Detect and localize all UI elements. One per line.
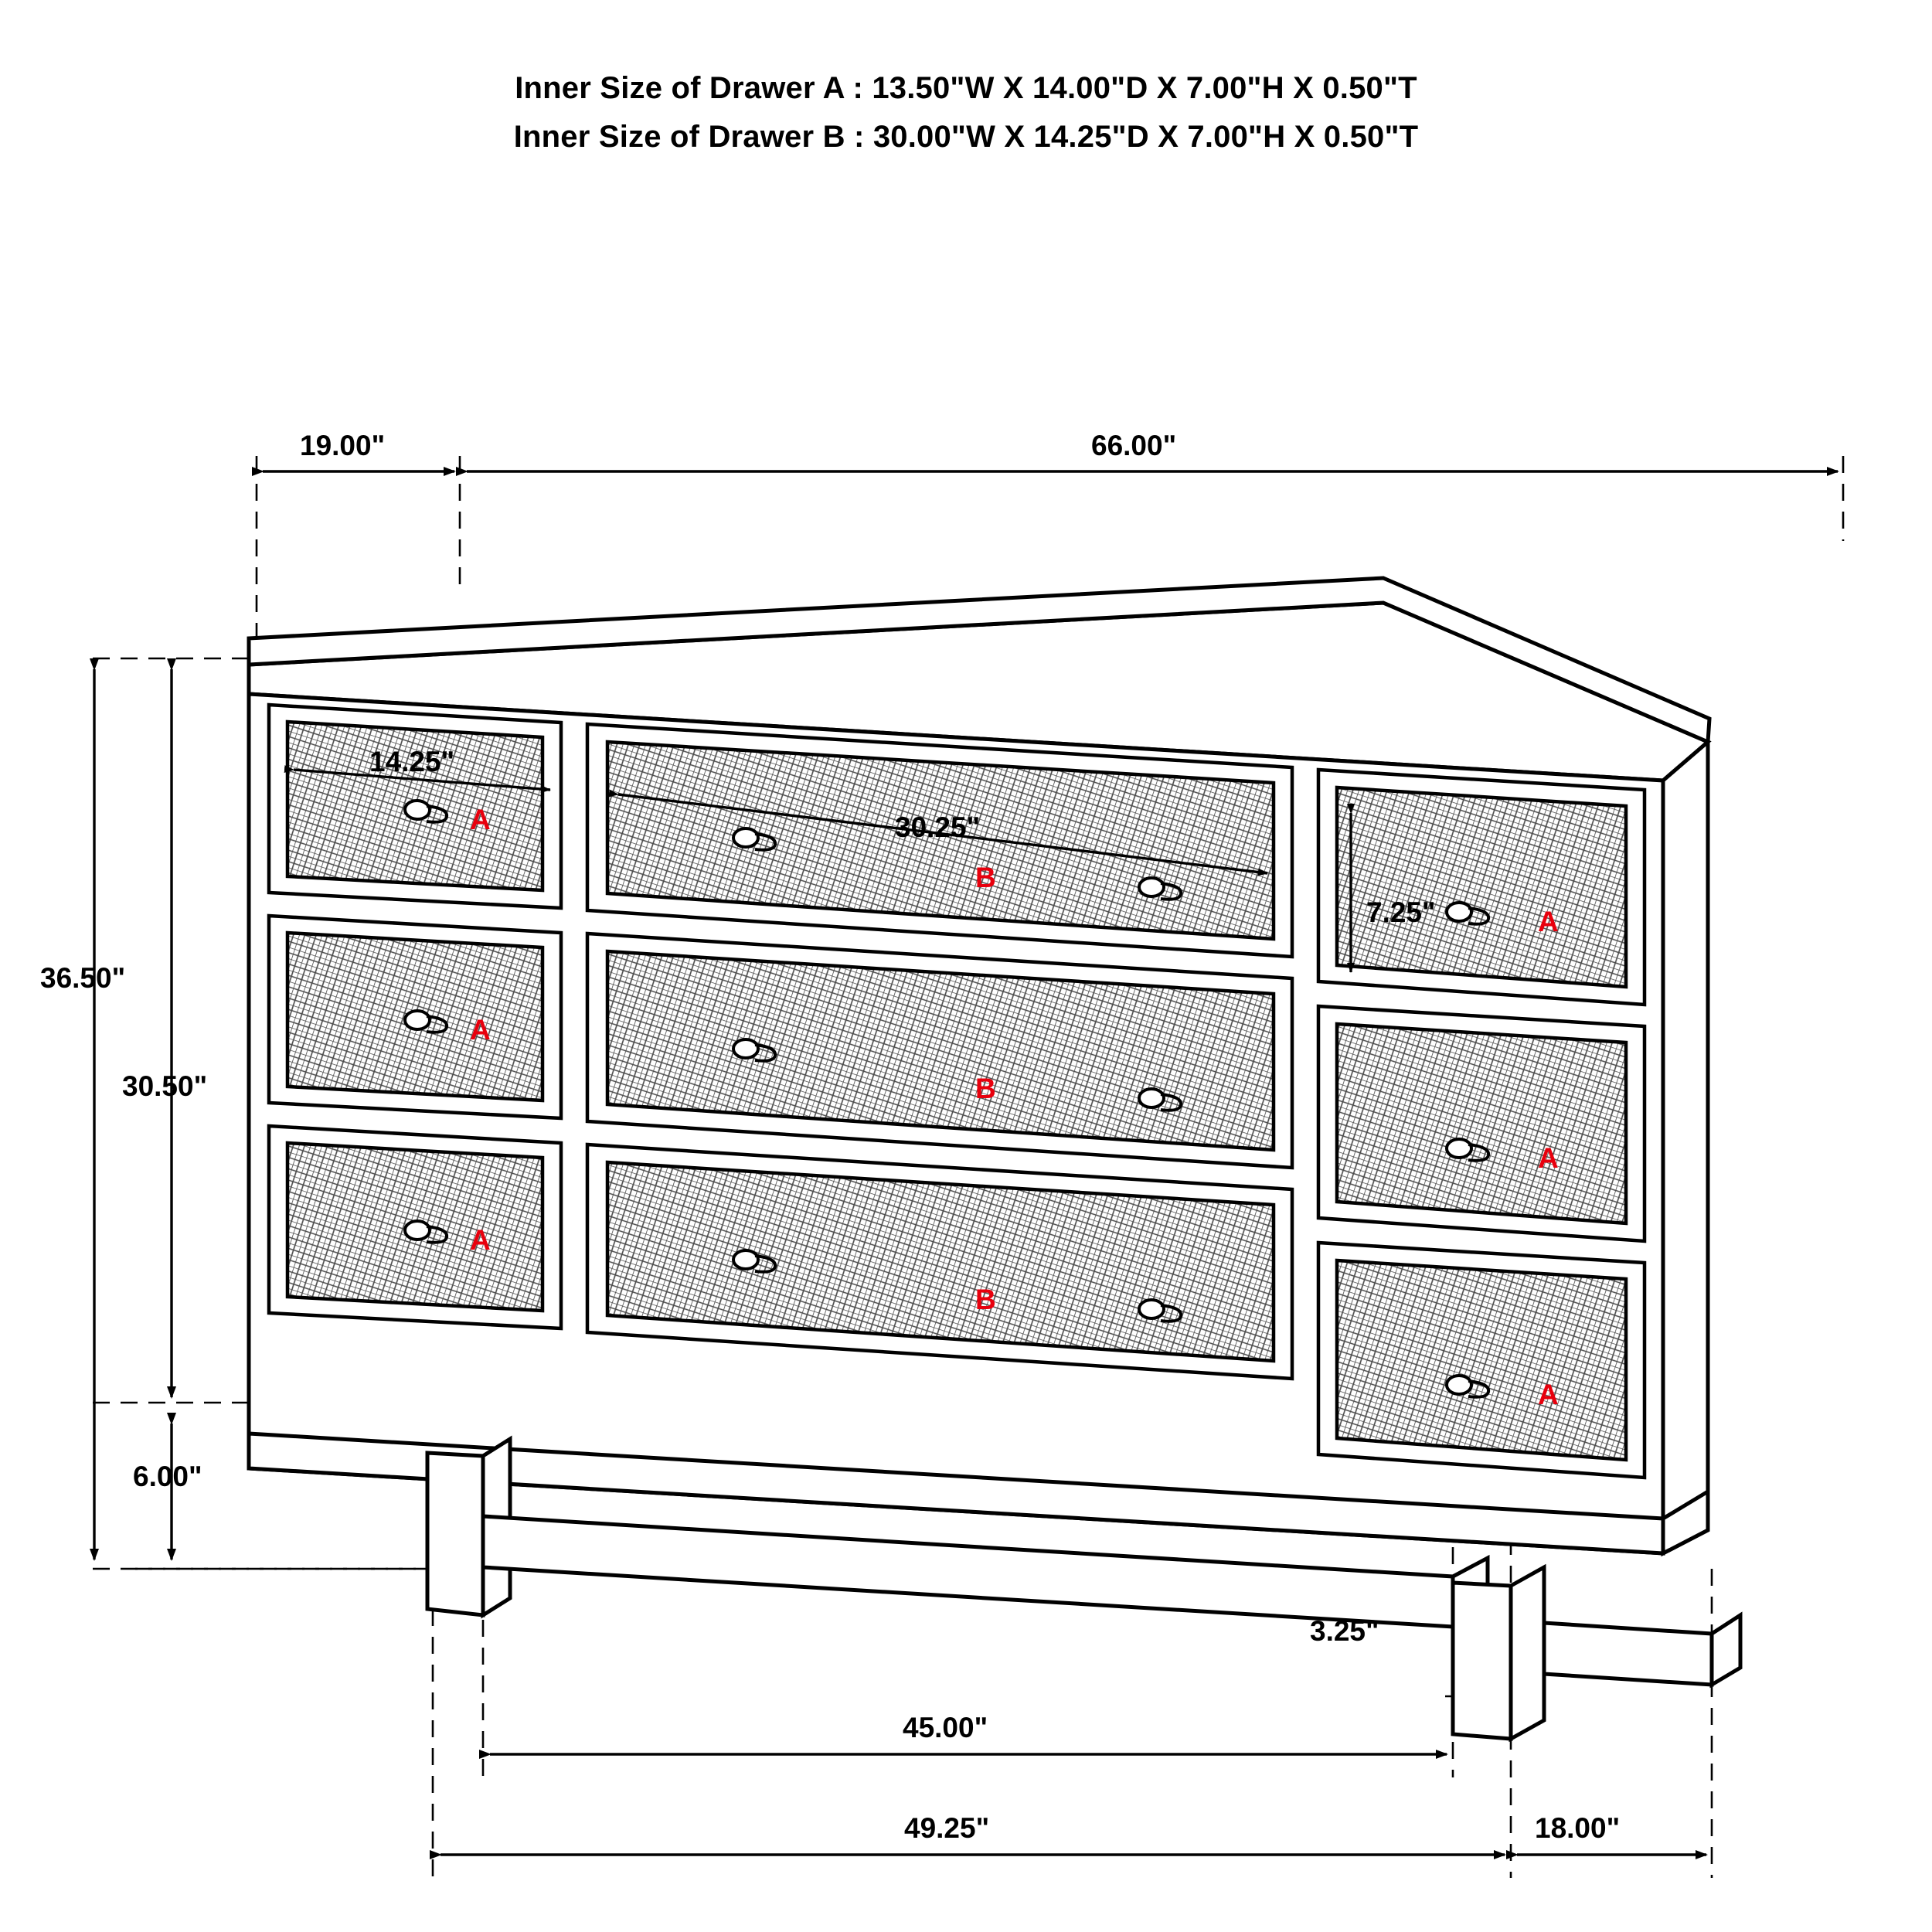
drawer-label-a-left-3: A [470,1224,491,1256]
dim-drawer-b-width: 30.25" [895,811,981,843]
drawer-label-b-center-2: B [975,1073,996,1104]
dim-base-outer: 49.25" [904,1812,990,1844]
drawer-a-inner-size-note: Inner Size of Drawer A : 13.50"W X 14.00"D X 7.00"H X 0.50"T [515,71,1417,105]
dim-base-right: 18.00" [1535,1812,1621,1844]
drawer-b-inner-size-note: Inner Size of Drawer B : 30.00"W X 14.25"D X 7.00"H X 0.50"T [513,120,1419,154]
left-dimension-arrows [94,669,172,1560]
drawer-label-a-right-3: A [1538,1379,1559,1410]
drawer-label-a-left-2: A [470,1014,491,1046]
drawer-label-a-right-2: A [1538,1142,1559,1174]
dim-total-height: 36.50" [40,962,126,994]
dim-depth-top: 19.00" [300,430,386,461]
dim-width-top: 66.00" [1091,430,1177,461]
drawer-label-b-center-1: B [975,862,996,893]
dim-case-height: 30.50" [122,1070,208,1102]
dim-drawer-height: 7.25" [1366,896,1436,928]
drawer-label-a-left-1: A [470,804,491,835]
drawer-label-a-right-1: A [1538,906,1559,937]
dim-drawer-a-width: 14.25" [369,746,455,777]
drawer-label-b-center-3: B [975,1284,996,1315]
dim-base-inner: 45.00" [903,1712,988,1743]
dim-base-rail: 3.25" [1310,1615,1379,1647]
dim-leg-height: 6.00" [133,1461,202,1492]
